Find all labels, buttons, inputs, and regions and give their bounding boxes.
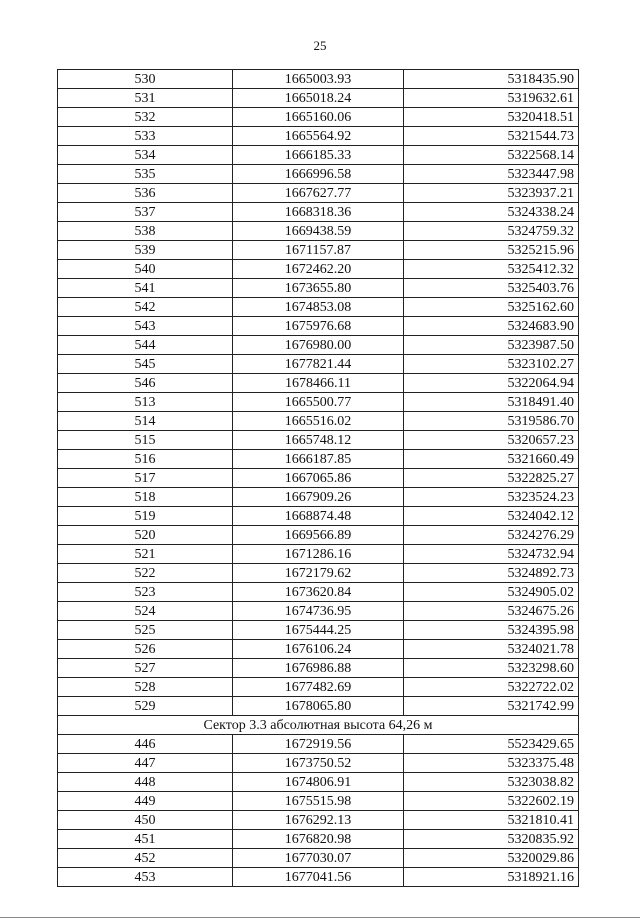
y-coordinate-cell: 5324276.29	[404, 526, 579, 545]
table-row	[58, 602, 579, 621]
point-number-cell: 546	[58, 374, 233, 393]
x-coordinate-cell: 1669438.59	[233, 222, 404, 241]
x-coordinate-cell: 1675515.98	[233, 792, 404, 811]
x-coordinate-cell: 1665516.02	[233, 412, 404, 431]
point-number-cell: 527	[58, 659, 233, 678]
point-number-cell: 520	[58, 526, 233, 545]
y-coordinate-cell: 5321810.41	[404, 811, 579, 830]
table-row	[58, 773, 579, 792]
table-row	[58, 659, 579, 678]
x-coordinate-cell: 1666185.33	[233, 146, 404, 165]
y-coordinate-cell: 5325412.32	[404, 260, 579, 279]
point-number-cell: 543	[58, 317, 233, 336]
table-row	[58, 849, 579, 868]
point-number-cell: 532	[58, 108, 233, 127]
y-coordinate-cell: 5323524.23	[404, 488, 579, 507]
x-coordinate-cell: 1671286.16	[233, 545, 404, 564]
table-row	[58, 811, 579, 830]
x-coordinate-cell: 1674806.91	[233, 773, 404, 792]
table-row	[58, 222, 579, 241]
point-number-cell: 534	[58, 146, 233, 165]
y-coordinate-cell: 5324021.78	[404, 640, 579, 659]
y-coordinate-cell: 5324759.32	[404, 222, 579, 241]
table-row	[58, 754, 579, 773]
point-number-cell: 539	[58, 241, 233, 260]
scan-bottom-edge	[0, 917, 640, 918]
y-coordinate-cell: 5324905.02	[404, 583, 579, 602]
x-coordinate-cell: 1676986.88	[233, 659, 404, 678]
x-coordinate-cell: 1665748.12	[233, 431, 404, 450]
x-coordinate-cell: 1668318.36	[233, 203, 404, 222]
point-number-cell: 538	[58, 222, 233, 241]
y-coordinate-cell: 5324892.73	[404, 564, 579, 583]
table-row	[58, 583, 579, 602]
y-coordinate-cell: 5319586.70	[404, 412, 579, 431]
y-coordinate-cell: 5324675.26	[404, 602, 579, 621]
table-row	[58, 127, 579, 146]
x-coordinate-cell: 1665003.93	[233, 70, 404, 89]
table-row	[58, 621, 579, 640]
table-row	[58, 279, 579, 298]
x-coordinate-cell: 1673620.84	[233, 583, 404, 602]
point-number-cell: 529	[58, 697, 233, 716]
x-coordinate-cell: 1665160.06	[233, 108, 404, 127]
x-coordinate-cell: 1665564.92	[233, 127, 404, 146]
y-coordinate-cell: 5323987.50	[404, 336, 579, 355]
point-number-cell: 544	[58, 336, 233, 355]
point-number-cell: 545	[58, 355, 233, 374]
table-row	[58, 792, 579, 811]
x-coordinate-cell: 1678065.80	[233, 697, 404, 716]
point-number-cell: 452	[58, 849, 233, 868]
page-number: 25	[313, 38, 327, 53]
point-number-cell: 519	[58, 507, 233, 526]
y-coordinate-cell: 5325215.96	[404, 241, 579, 260]
table-row	[58, 488, 579, 507]
y-coordinate-cell: 5320418.51	[404, 108, 579, 127]
section-header-row	[58, 716, 579, 735]
point-number-cell: 523	[58, 583, 233, 602]
point-number-cell: 448	[58, 773, 233, 792]
table-row	[58, 697, 579, 716]
y-coordinate-cell: 5324338.24	[404, 203, 579, 222]
point-number-cell: 447	[58, 754, 233, 773]
point-number-cell: 537	[58, 203, 233, 222]
x-coordinate-cell: 1668874.48	[233, 507, 404, 526]
y-coordinate-cell: 5319632.61	[404, 89, 579, 108]
x-coordinate-cell: 1673750.52	[233, 754, 404, 773]
point-number-cell: 533	[58, 127, 233, 146]
table-row	[58, 146, 579, 165]
y-coordinate-cell: 5323375.48	[404, 754, 579, 773]
table-row	[58, 830, 579, 849]
x-coordinate-cell: 1672919.56	[233, 735, 404, 754]
y-coordinate-cell: 5318921.16	[404, 868, 579, 887]
y-coordinate-cell: 5323447.98	[404, 165, 579, 184]
y-coordinate-cell: 5321544.73	[404, 127, 579, 146]
table-row	[58, 89, 579, 108]
y-coordinate-cell: 5323038.82	[404, 773, 579, 792]
point-number-cell: 514	[58, 412, 233, 431]
x-coordinate-cell: 1675444.25	[233, 621, 404, 640]
point-number-cell: 531	[58, 89, 233, 108]
x-coordinate-cell: 1676820.98	[233, 830, 404, 849]
y-coordinate-cell: 5322722.02	[404, 678, 579, 697]
point-number-cell: 542	[58, 298, 233, 317]
table-row	[58, 355, 579, 374]
x-coordinate-cell: 1677041.56	[233, 868, 404, 887]
point-number-cell: 526	[58, 640, 233, 659]
point-number-cell: 516	[58, 450, 233, 469]
point-number-cell: 517	[58, 469, 233, 488]
point-number-cell: 521	[58, 545, 233, 564]
y-coordinate-cell: 5320029.86	[404, 849, 579, 868]
point-number-cell: 449	[58, 792, 233, 811]
table-row	[58, 317, 579, 336]
y-coordinate-cell: 5321742.99	[404, 697, 579, 716]
point-number-cell: 515	[58, 431, 233, 450]
point-number-cell: 450	[58, 811, 233, 830]
table-row	[58, 165, 579, 184]
x-coordinate-cell: 1678466.11	[233, 374, 404, 393]
table-row	[58, 640, 579, 659]
x-coordinate-cell: 1667909.26	[233, 488, 404, 507]
table-row	[58, 678, 579, 697]
y-coordinate-cell: 5320835.92	[404, 830, 579, 849]
point-number-cell: 525	[58, 621, 233, 640]
x-coordinate-cell: 1667065.86	[233, 469, 404, 488]
point-number-cell: 528	[58, 678, 233, 697]
table-row	[58, 374, 579, 393]
point-number-cell: 513	[58, 393, 233, 412]
y-coordinate-cell: 5318435.90	[404, 70, 579, 89]
y-coordinate-cell: 5321660.49	[404, 450, 579, 469]
table-row	[58, 526, 579, 545]
table-row	[58, 545, 579, 564]
table-row	[58, 260, 579, 279]
x-coordinate-cell: 1677482.69	[233, 678, 404, 697]
x-coordinate-cell: 1677030.07	[233, 849, 404, 868]
point-number-cell: 541	[58, 279, 233, 298]
point-number-cell: 522	[58, 564, 233, 583]
table-row	[58, 469, 579, 488]
point-number-cell: 536	[58, 184, 233, 203]
table-row	[58, 507, 579, 526]
x-coordinate-cell: 1676292.13	[233, 811, 404, 830]
y-coordinate-cell: 5325162.60	[404, 298, 579, 317]
point-number-cell: 530	[58, 70, 233, 89]
y-coordinate-cell: 5324683.90	[404, 317, 579, 336]
x-coordinate-cell: 1665500.77	[233, 393, 404, 412]
y-coordinate-cell: 5318491.40	[404, 393, 579, 412]
x-coordinate-cell: 1672179.62	[233, 564, 404, 583]
x-coordinate-cell: 1677821.44	[233, 355, 404, 374]
coordinates-table-body	[58, 70, 579, 887]
x-coordinate-cell: 1674736.95	[233, 602, 404, 621]
table-row	[58, 108, 579, 127]
point-number-cell: 540	[58, 260, 233, 279]
section-title: Сектор 3.3 абсолютная высота 64,26 м	[58, 716, 579, 735]
table-row	[58, 412, 579, 431]
table-row	[58, 450, 579, 469]
table-row	[58, 868, 579, 887]
y-coordinate-cell: 5324042.12	[404, 507, 579, 526]
y-coordinate-cell: 5323102.27	[404, 355, 579, 374]
point-number-cell: 446	[58, 735, 233, 754]
table-row	[58, 431, 579, 450]
x-coordinate-cell: 1673655.80	[233, 279, 404, 298]
y-coordinate-cell: 5324395.98	[404, 621, 579, 640]
table-row	[58, 70, 579, 89]
point-number-cell: 524	[58, 602, 233, 621]
point-number-cell: 453	[58, 868, 233, 887]
x-coordinate-cell: 1669566.89	[233, 526, 404, 545]
y-coordinate-cell: 5324732.94	[404, 545, 579, 564]
x-coordinate-cell: 1676980.00	[233, 336, 404, 355]
point-number-cell: 451	[58, 830, 233, 849]
table-row	[58, 564, 579, 583]
table-row	[58, 203, 579, 222]
x-coordinate-cell: 1675976.68	[233, 317, 404, 336]
y-coordinate-cell: 5325403.76	[404, 279, 579, 298]
point-number-cell: 535	[58, 165, 233, 184]
y-coordinate-cell: 5320657.23	[404, 431, 579, 450]
x-coordinate-cell: 1674853.08	[233, 298, 404, 317]
x-coordinate-cell: 1667627.77	[233, 184, 404, 203]
x-coordinate-cell: 1666996.58	[233, 165, 404, 184]
y-coordinate-cell: 5322602.19	[404, 792, 579, 811]
x-coordinate-cell: 1676106.24	[233, 640, 404, 659]
table-row	[58, 336, 579, 355]
table-row	[58, 241, 579, 260]
y-coordinate-cell: 5323937.21	[404, 184, 579, 203]
table-row	[58, 184, 579, 203]
y-coordinate-cell: 5322064.94	[404, 374, 579, 393]
table-row	[58, 735, 579, 754]
table-row	[58, 393, 579, 412]
x-coordinate-cell: 1672462.20	[233, 260, 404, 279]
y-coordinate-cell: 5322825.27	[404, 469, 579, 488]
y-coordinate-cell: 5323298.60	[404, 659, 579, 678]
table-row	[58, 298, 579, 317]
x-coordinate-cell: 1671157.87	[233, 241, 404, 260]
y-coordinate-cell: 5322568.14	[404, 146, 579, 165]
point-number-cell: 518	[58, 488, 233, 507]
x-coordinate-cell: 1665018.24	[233, 89, 404, 108]
y-coordinate-cell: 5523429.65	[404, 735, 579, 754]
coordinates-table	[57, 69, 579, 887]
x-coordinate-cell: 1666187.85	[233, 450, 404, 469]
